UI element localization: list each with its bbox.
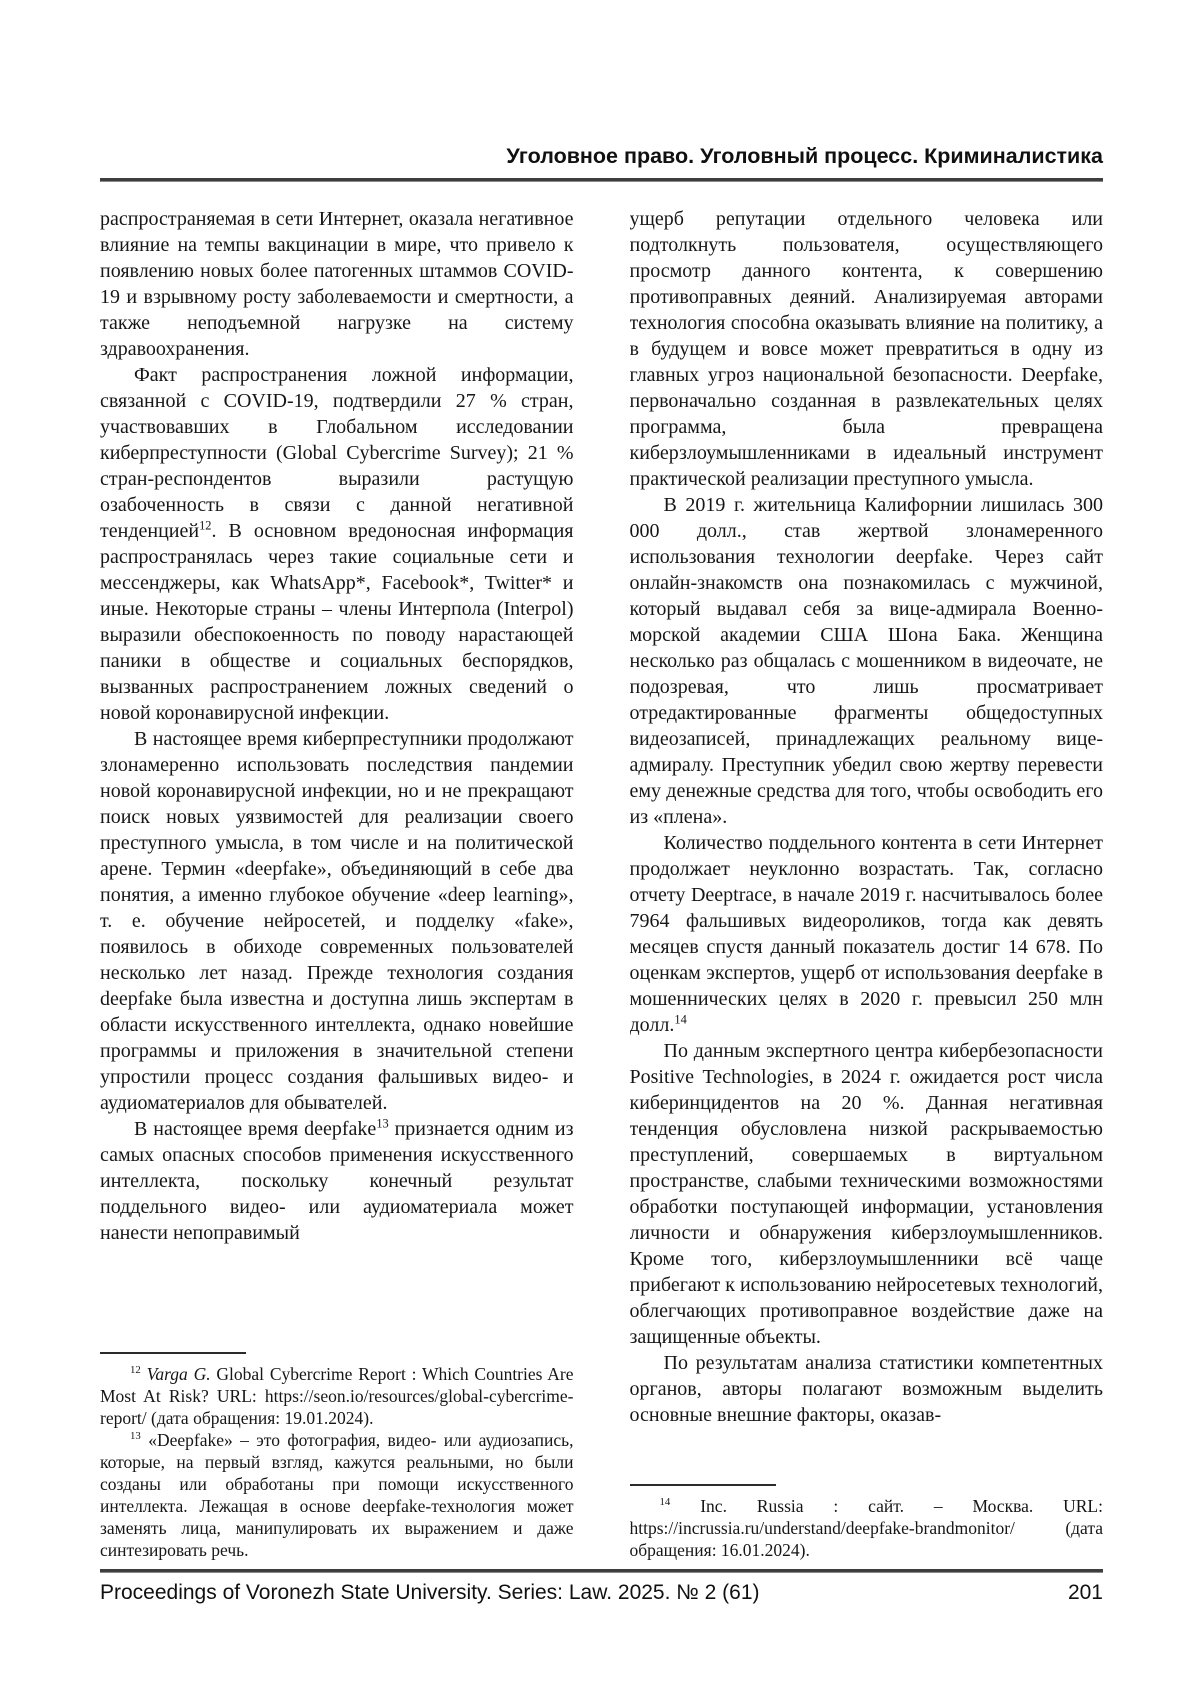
paragraph	[630, 1038, 1104, 1350]
footnote-marker: 14	[674, 1012, 687, 1027]
left-column-body	[100, 206, 574, 1246]
right-footnotes	[630, 1478, 1104, 1561]
section-title: Уголовное право. Уголовный процесс. Криминалистика	[506, 144, 1103, 168]
column-left	[100, 206, 574, 1561]
text-run: В 2019 г. жительница Калифорнии лишилась 300 000 долл., став жертвой злонамеренного использования технологии deepfake. Через сайт онлайн-знакомств она познакомилась с мужчиной, который выдавал себя за вице-адмирала Военно-морской академии США Шона Бака. Женщина несколько раз общалась с мошенником в видеочате, не подозревая, что лишь просматривает отредактированные фрагменты общедоступных видеозаписей, принадлежащих реальному вице-адмиралу. Преступник убедил свою жертву перевести ему денежные средства для того, чтобы освободить его из «плена».	[629, 494, 1103, 828]
paragraph	[630, 492, 1104, 830]
header-rule	[100, 178, 1103, 182]
footnote	[630, 1495, 1104, 1561]
footer-rule	[100, 1569, 1103, 1573]
paragraph	[100, 206, 574, 362]
left-footnote-list	[100, 1363, 574, 1561]
footnote-divider	[100, 1352, 246, 1354]
italic-text-run: Varga G.	[146, 1364, 211, 1384]
footnote	[100, 1429, 574, 1561]
text-run: признается одним из самых опасных способов применения искусственного интеллекта, поскольку конечный результат поддельного видео- или аудиоматериала может нанести непоправимый	[100, 1118, 574, 1244]
paragraph	[100, 1116, 574, 1246]
journal-line: Proceedings of Voronezh State University. Series: Law. 2025. № 2 (61)	[100, 1581, 760, 1604]
text-run: Inc. Russia : сайт. – Москва. URL: https://incrussia.ru/understand/deepfake-brandmonitor/ (дата обращения: 16.01.2024).	[629, 1496, 1103, 1560]
right-column-body	[630, 206, 1104, 1428]
text-run: По результатам анализа статистики компетентных органов, авторы полагают возможным выделить основные внешние факторы, оказав-	[629, 1352, 1103, 1426]
text-run: «Deepfake» – это фотография, видео- или аудиозапись, которые, на первый взгляд, кажутся реальными, но были созданы или обработаны при помощи искусственного интеллекта. Лежащая в основе deepfake-технология может заменять лица, манипулировать их выражением и даже синтезировать речь.	[100, 1430, 574, 1560]
text-run: Global Cybercrime Report : Which Countries Are Most At Risk? URL: https://seon.io/resources/global-cybercrime-report/ (дата обращения: 19.01.2024).	[100, 1364, 574, 1428]
page-header	[100, 143, 1103, 182]
text-run: По данным экспертного центра кибербезопасности Positive Technologies, в 2024 г. ожидается рост числа киберинцидентов на 20 %. Данная негативная тенденция обусловлена низкой раскрываемостью преступлений, совершаемых в виртуальном пространстве, слабыми техническими возможностями обработки поступающей информации, установления личности и обнаружения киберзлоумышленников. Кроме того, киберзлоумышленники всё чаще прибегают к использованию нейросетевых технологий, облегчающих противоправное воздействие даже на защищенные объекты.	[629, 1040, 1103, 1348]
paragraph	[630, 206, 1104, 492]
footnote-marker: 14	[659, 1496, 671, 1509]
content-columns	[100, 206, 1103, 1561]
text-run: В настоящее время deepfake	[134, 1118, 377, 1140]
text-run: Факт распространения ложной информации, связанной с COVID-19, подтвердили 27 % стран, участвовавших в Глобальном исследовании киберпреступности (Global Cybercrime Survey); 21 % стран-респондентов выразили растущую озабоченность в связи с данной негативной тенденцией	[100, 364, 574, 542]
footnote-marker: 13	[130, 1430, 141, 1443]
paragraph	[100, 726, 574, 1116]
paragraph	[630, 830, 1104, 1038]
page-footer	[100, 1569, 1103, 1605]
footnote-divider	[630, 1484, 776, 1486]
left-footnotes	[100, 1346, 574, 1561]
text-run: Количество поддельного контента в сети Интернет продолжает неуклонно возрастать. Так, согласно отчету Deeptrace, в начале 2019 г. насчитывалось более 7964 фальшивых видеороликов, тогда как девять месяцев спустя данный показатель достиг 14 678. По оценкам экспертов, ущерб от использования deepfake в мошеннических целях в 2020 г. превысил 250 млн долл.	[629, 832, 1103, 1036]
text-run: . В основном вредоносная информация распространялась через такие социальные сети и мессенджеры, как WhatsApp*, Facebook*, Twitter* и иные. Некоторые страны – члены Интерпола (Interpol) выразили обеспокоенность по поводу нарастающей паники в обществе и социальных беспорядков, вызванных распространением ложных сведений о новой коронавирусной инфекции.	[100, 520, 574, 724]
text-run: В настоящее время киберпреступники продолжают злонамеренно использовать последствия пандемии новой коронавирусной инфекции, но и не прекращают поиск новых уязвимостей для реализации своего преступного умысла, в том числе и на политической арене. Термин «deepfake», объединяющий в себе два понятия, а именно глубокое обучение «deep learning», т. е. обучение нейросетей, и подделку «fake», появилось в обиходе современных пользователей несколько лет назад. Прежде технология создания deepfake была известна и доступна лишь экспертам в области искусственного интеллекта, однако новейшие программы и приложения в значительной степени упростили процесс создания фальшивых видео- и аудиоматериалов для обывателей.	[100, 728, 574, 1114]
right-footnote-list	[630, 1495, 1104, 1561]
text-run: распространяемая в сети Интернет, оказала негативное влияние на темпы вакцинации в мире, что привело к появлению новых более патогенных штаммов COVID-19 и взрывному росту заболеваемости и смертности, а также неподъемной нагрузке на систему здравоохранения.	[100, 208, 574, 360]
footnote-marker: 12	[130, 1364, 141, 1377]
footnote-marker: 12	[199, 518, 212, 533]
paragraph	[100, 362, 574, 726]
footnote-marker: 13	[376, 1116, 389, 1131]
page-number: 201	[1067, 1581, 1103, 1604]
text-run: ущерб репутации отдельного человека или подтолкнуть пользователя, осуществляющего просмотр данного контента, к совершению противоправных деяний. Анализируемая авторами технология способна оказывать влияние на политику, а в будущем и вовсе может превратиться в одну из главных угроз национальной безопасности. Deepfake, первоначально созданная в развлекательных целях программа, была превращена киберзлоумышленниками в идеальный инструмент практической реализации преступного умысла.	[629, 208, 1103, 490]
paragraph	[630, 1350, 1104, 1428]
footnote	[100, 1363, 574, 1429]
column-right	[630, 206, 1104, 1561]
